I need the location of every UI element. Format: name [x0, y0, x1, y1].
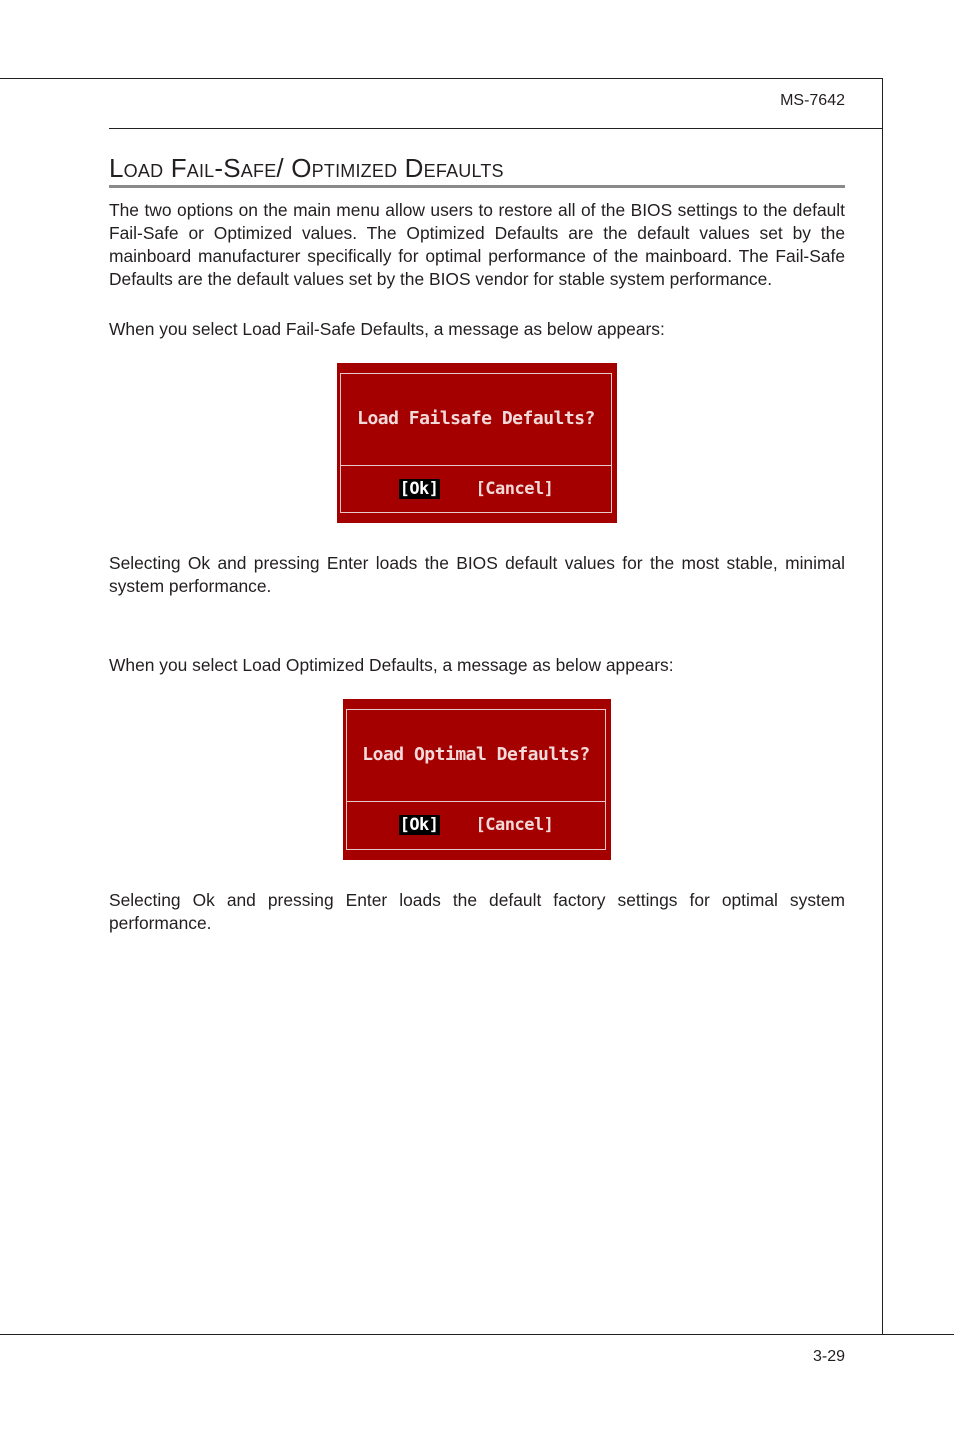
page-number: 3-29 — [812, 1348, 845, 1365]
optimal-dialog-frame — [346, 709, 606, 850]
top-frame-line — [0, 78, 883, 79]
optimal-dialog-divider — [347, 801, 605, 802]
optimal-cancel-button[interactable]: [Cancel] — [475, 815, 554, 835]
model-number: MS-7642 — [780, 92, 845, 109]
failsafe-dialog — [337, 363, 617, 523]
failsafe-dialog-frame — [340, 373, 612, 513]
failsafe-cancel-button[interactable]: [Cancel] — [475, 479, 554, 499]
failsafe-prompt-paragraph: When you select Load Fail-Safe Defaults, a message as below appears: — [109, 319, 665, 339]
optimal-dialog-buttons — [347, 814, 605, 836]
bottom-frame-line — [0, 1334, 954, 1335]
optimized-prompt-paragraph: When you select Load Optimized Defaults, a message as below appears: — [109, 655, 674, 675]
failsafe-dialog-buttons — [341, 478, 611, 500]
optimal-dialog-question: Load Optimal Defaults? — [362, 744, 590, 765]
optimal-ok-button[interactable]: [Ok] — [399, 815, 439, 835]
optimal-dialog — [343, 699, 611, 860]
failsafe-dialog-divider — [341, 465, 611, 466]
failsafe-dialog-question: Load Failsafe Defaults? — [357, 408, 595, 429]
section-title: Load Fail-Safe/ Optimized Defaults — [109, 152, 845, 188]
intro-paragraph: The two options on the main menu allow users to restore all of the BIOS settings to the default Fail-Safe or Optimized values. The Optimized Defaults are the default values set by the mainboard manufacturer specifically for optimal performance of the mainboard. The Fail-Safe Defaults are the default values set by the BIOS vendor for stable system performance. — [109, 200, 845, 289]
right-frame-line — [882, 78, 883, 1335]
failsafe-result-paragraph: Selecting Ok and pressing Enter loads the BIOS default values for the most stable, minimal system performance. — [109, 553, 845, 596]
header-rule — [109, 128, 883, 129]
optimized-result-paragraph: Selecting Ok and pressing Enter loads the default factory settings for optimal system performance. — [109, 890, 845, 933]
failsafe-ok-button[interactable]: [Ok] — [399, 479, 439, 499]
